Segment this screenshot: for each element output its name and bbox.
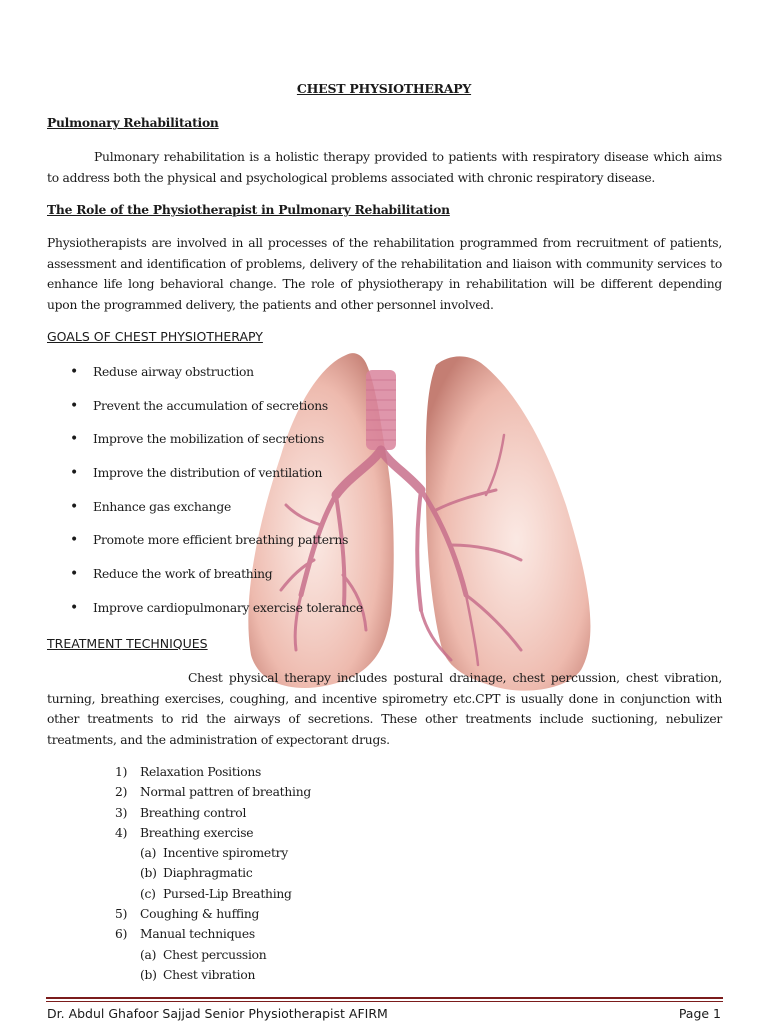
list-number: 2) (115, 785, 128, 800)
list-number: 6) (115, 927, 128, 942)
role-heading: The Role of the Physiotherapist in Pulmonary Rehabilitation (47, 202, 450, 217)
list-number: 4) (115, 825, 128, 840)
list-number: (c) (140, 886, 156, 901)
list-item: • Improve the distribution of ventilation (70, 463, 363, 497)
list-item (115, 924, 311, 944)
treatment-list (115, 762, 311, 985)
list-text: Pursed-Lip Breathing (163, 886, 292, 901)
list-text: Coughing & huffing (140, 907, 260, 922)
pulmonary-rehab-heading: Pulmonary Rehabilitation (47, 115, 219, 130)
list-number: 5) (115, 907, 128, 922)
list-item (115, 803, 311, 823)
list-text: Chest vibration (163, 967, 256, 982)
list-text: Chest percussion (163, 947, 267, 962)
list-item (115, 843, 311, 863)
footer-page-number: Page 1 (678, 1006, 721, 1021)
list-text: Breathing control (140, 805, 247, 820)
treatment-heading: TREATMENT TECHNIQUES (47, 636, 208, 651)
list-item (115, 904, 311, 924)
list-text: Diaphragmatic (163, 866, 253, 881)
list-item (115, 823, 311, 843)
list-item: • Enhance gas exchange (70, 497, 363, 531)
list-item (115, 945, 311, 965)
goals-heading: GOALS OF CHEST PHYSIOTHERAPY (47, 329, 263, 344)
list-number: 3) (115, 805, 128, 820)
list-item: • Prevent the accumulation of secretions (70, 396, 363, 430)
goals-list (70, 362, 363, 632)
list-item (115, 863, 311, 883)
list-item (115, 762, 311, 782)
list-item: • Reduse airway obstruction (70, 362, 363, 396)
list-item (115, 782, 311, 802)
list-text: Incentive spirometry (163, 846, 288, 861)
document-title: CHEST PHYSIOTHERAPY (296, 81, 472, 96)
list-number: (a) (140, 947, 157, 962)
list-number: (b) (140, 967, 157, 982)
role-paragraph: Physiotherapists are involved in all processes of the rehabilitation programmed from recruitment of patients, assessment and identification of problems, delivery of the rehabilitation and liaison with community services to enhance life long behavioral change. The role of physiotherapy in rehabilitation will be different depending upon the programmed delivery, the patients and other personnel involved. (47, 236, 722, 312)
list-number: 1) (115, 765, 128, 779)
pulmonary-rehab-paragraph: Pulmonary rehabilitation is a holistic therapy provided to patients with respiratory disease which aims to address both the physical and psychological problems associated with chronic respiratory disease. (47, 150, 722, 185)
list-item: • Improve the mobilization of secretions (70, 429, 363, 463)
list-text: Normal pattren of breathing (140, 785, 312, 800)
list-item (115, 884, 311, 904)
treatment-paragraph: Chest physical therapy includes postural drainage, chest percussion, chest vibration, turning, breathing exercises, coughing, and incentive spirometry etc.CPT is usually done in conjunction with other treatments to rid the airways of secretions. These other treatments include suctioning, nebulizer treatments, and the administration of expectorant drugs. (47, 671, 722, 747)
list-number: (b) (140, 866, 157, 881)
list-text: Breathing exercise (140, 825, 254, 840)
list-text: Manual techniques (140, 927, 255, 942)
list-text: Relaxation Positions (140, 765, 262, 779)
footer-rule-thick (46, 997, 723, 999)
footer-author: Dr. Abdul Ghafoor Sajjad Senior Physiotherapist AFIRM (47, 1006, 388, 1021)
list-item: • Reduce the work of breathing (70, 564, 363, 598)
list-item: • Improve cardiopulmonary exercise tolerance (70, 598, 363, 632)
list-number: (a) (140, 846, 157, 861)
list-item: • Promote more efficient breathing patterns (70, 530, 363, 564)
footer-rule-thin (46, 1001, 723, 1002)
list-item (115, 965, 311, 985)
